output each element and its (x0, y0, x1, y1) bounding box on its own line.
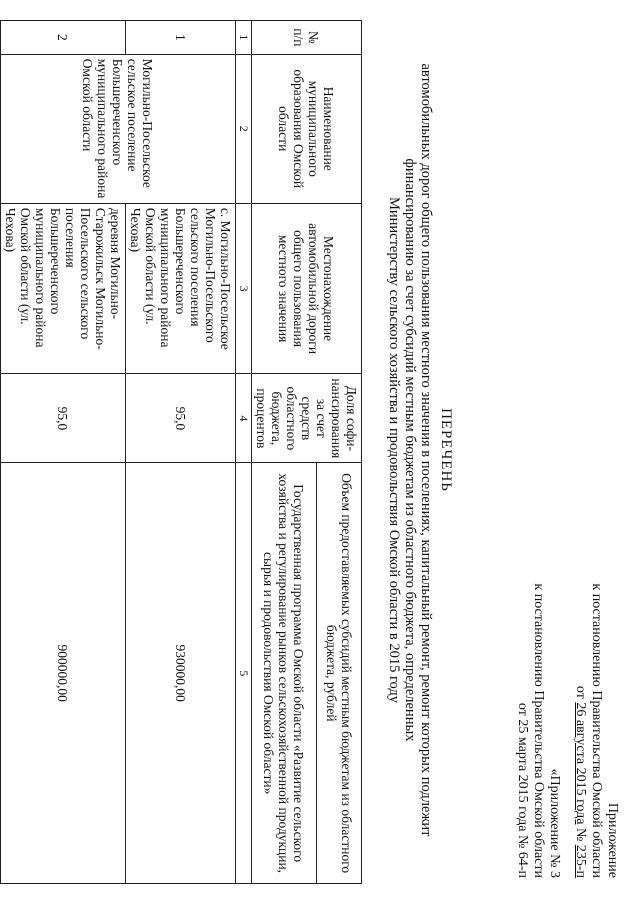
header-municipality: Наименование муниципального образования Омской области (252, 54, 362, 203)
appendix-number: 235-п (573, 844, 588, 878)
title-line-2: финансированию за счет субсидий местным бюджетам из областного бюджета, определенных (402, 158, 418, 742)
row-road-location: с. Могильно-Посельское Могильно-Посельского сельского поселения Большереченского муниципального района Омской области (ул. Чехова) (126, 203, 236, 374)
appendix-date: 26 августа 2015 года (573, 702, 588, 825)
document-title (386, 50, 454, 850)
row-num: 1 (126, 21, 236, 55)
title-line-3: Министерству сельского хозяйства и продовольствия Омской области в 2015 году (386, 196, 402, 704)
row-road-location: деревня Могильно-Старожильск Могильно-Посельского сельского поселения Большереченского муниципального района Омской области (ул. Чехова) (1, 203, 126, 374)
appendix-resolution-ref: к постановлению Правительства Омской области (589, 583, 604, 878)
row-num: 2 (1, 21, 126, 55)
column-number: 3 (236, 203, 252, 374)
appendix-prev-resolution-ref: к постановлению Правительства Омской области (531, 583, 546, 878)
header-cofinancing-share: Доля софи-нансирования за счет средств областного бюджета, процентов (252, 374, 362, 463)
appendix-header (514, 518, 620, 878)
appendix-gap (562, 518, 572, 878)
column-number: 1 (236, 21, 252, 55)
appendix-date-line (572, 518, 588, 878)
document-heading: ПЕРЕЧЕНЬ (438, 408, 454, 492)
appendix-label: Приложение (605, 802, 620, 878)
appendix-no-sign: № (573, 827, 588, 842)
row-share: 95,0 (126, 374, 236, 463)
table-row (126, 21, 236, 884)
header-road-location: Местонахождение автомобильной дороги общего пользования местного значения (252, 203, 362, 374)
appendix-prev-date: от 25 марта 2015 года № 64-п (515, 702, 530, 878)
appendix-ot: от (573, 685, 588, 699)
table-header-row-1 (316, 21, 361, 884)
roads-table (0, 20, 362, 884)
header-state-program: Государственная программа Омской области «Развитие сельского хозяйства и регулирование рынков сельскохозяйственной продукции, сырья и продовольствия Омской области» (252, 463, 317, 884)
row-amount: 900000,00 (1, 463, 126, 884)
row-share: 95,0 (1, 374, 126, 463)
column-number: 5 (236, 463, 252, 884)
column-number-row (236, 21, 252, 884)
column-number: 4 (236, 374, 252, 463)
header-num: № п/п (252, 21, 362, 55)
row-municipality: Могильно-Посельское сельское поселение Большереченского муниципального района Омской области (1, 54, 236, 203)
title-line-1: автомобильных дорог общего пользования местного значения в поселениях, капитальный ремонт, ремонт которых подлежит (418, 63, 434, 837)
appendix-prev-label: «Приложение № 3 (547, 768, 562, 878)
column-number: 2 (236, 54, 252, 203)
rotated-landscape-content (3, 10, 630, 890)
row-amount: 930000,00 (126, 463, 236, 884)
header-subsidy-volume: Объем предоставляемых субсидий местным бюджетам из областного бюджета, рублей (316, 463, 361, 884)
